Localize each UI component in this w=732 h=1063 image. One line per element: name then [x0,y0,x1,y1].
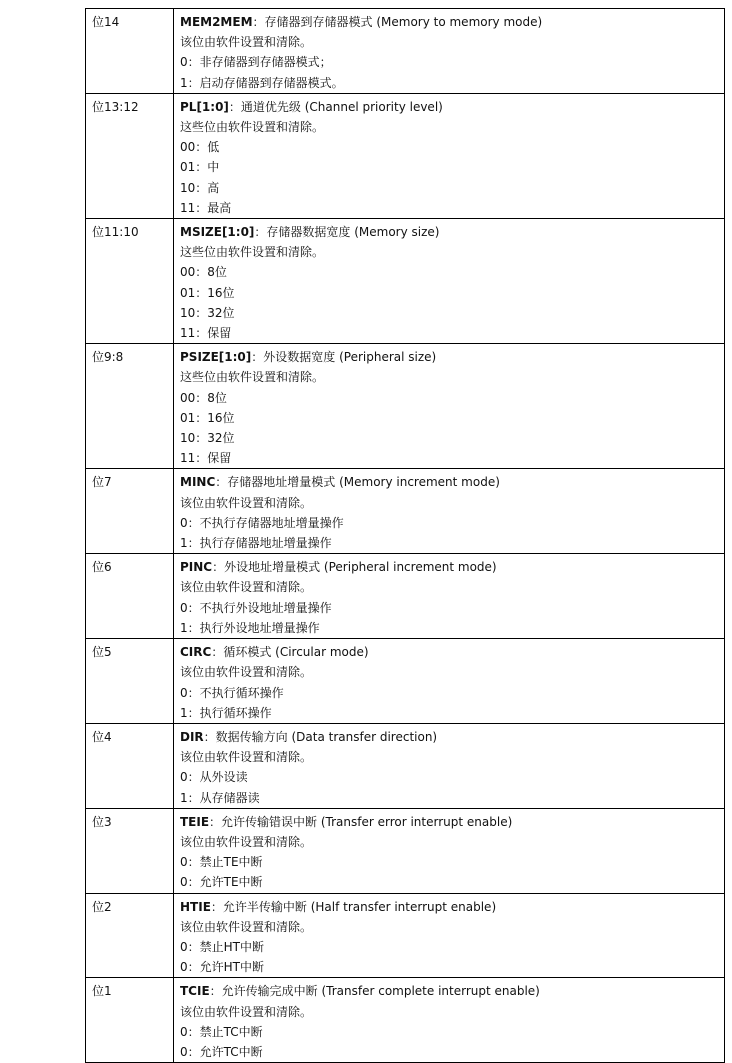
table-row [86,344,725,469]
description-line: 0：非存储器到存储器模式； [180,55,332,70]
description-line: 00：8位 [180,265,227,280]
description-line: 1：从存储器读 [180,790,260,805]
description-line: 该位由软件设置和清除。 [180,580,313,595]
field-heading [180,981,718,1001]
field-name: MEM2MEM [180,15,253,29]
description-line: 这些位由软件设置和清除。 [180,120,325,135]
field-title: ：通道优先级 (Channel priority level) [228,99,443,114]
bit-description [174,808,725,893]
field-title: ：允许传输完成中断 (Transfer complete interrupt enable) [209,984,540,999]
description-line: 0：从外设读 [180,770,248,785]
description-line: 00：8位 [180,390,227,405]
description-line: 11：保留 [180,326,232,341]
bit-description [174,554,725,639]
field-name: HTIE [180,899,211,914]
field-title: ：允许传输错误中断 (Transfer error interrupt enable) [209,814,513,829]
field-title: ：外设数据宽度 (Peripheral size) [251,350,437,365]
field-title: ：外设地址增量模式 (Peripheral increment mode) [212,560,497,575]
bit-description [174,978,725,1063]
description-line: 该位由软件设置和清除。 [180,35,313,50]
field-heading [180,347,718,367]
bit-position: 位13:12 [86,93,174,218]
description-line: 0：禁止TC中断 [180,1024,263,1039]
field-name: TEIE [180,814,210,829]
bit-description [174,344,725,469]
field-name: DIR [180,729,204,744]
description-line: 这些位由软件设置和清除。 [180,370,325,385]
description-line: 0：允许TC中断 [180,1044,263,1059]
bit-position: 位2 [86,893,174,978]
field-name: PINC [180,560,213,575]
bit-position: 位6 [86,554,174,639]
description-line: 1：执行外设地址增量操作 [180,620,320,635]
field-heading [180,727,718,747]
field-title: ：数据传输方向 (Data transfer direction) [203,729,438,744]
field-name: MINC [180,475,216,490]
description-line: 10：32位 [180,305,235,320]
description-line: 1：执行存储器地址增量操作 [180,536,332,551]
bit-position: 位3 [86,808,174,893]
bit-position: 位14 [86,9,174,94]
description-line: 该位由软件设置和清除。 [180,495,313,510]
field-heading [180,222,718,242]
bit-description [174,639,725,724]
field-title: ：存储器到存储器模式 (Memory to memory mode) [252,15,543,29]
table-row [86,554,725,639]
field-heading [180,97,718,117]
field-name: TCIE [180,984,210,999]
description-line: 11：保留 [180,451,232,466]
description-line: 这些位由软件设置和清除。 [180,245,325,260]
description-line: 01：中 [180,160,220,175]
bit-position: 位9:8 [86,344,174,469]
description-line: 0：禁止HT中断 [180,939,264,954]
description-line: 0：不执行循环操作 [180,685,284,700]
bit-description [174,893,725,978]
description-line: 01：16位 [180,410,235,425]
bit-description [174,723,725,808]
table-row [86,219,725,344]
field-title: ：存储器地址增量模式 (Memory increment mode) [215,475,500,490]
bit-position: 位7 [86,469,174,554]
bit-position: 位5 [86,639,174,724]
register-bit-table [85,8,725,1063]
field-title: ：允许半传输中断 (Half transfer interrupt enable) [210,899,497,914]
field-name: MSIZE[1:0] [180,225,255,240]
bit-position: 位11:10 [86,219,174,344]
field-heading [180,557,718,577]
table-row [86,893,725,978]
description-line: 01：16位 [180,285,235,300]
description-line: 0：禁止TE中断 [180,855,263,870]
bit-description [174,219,725,344]
table-row [86,978,725,1063]
table-row [86,9,725,94]
table-row [86,469,725,554]
description-line: 该位由软件设置和清除。 [180,919,313,934]
description-line: 1：执行循环操作 [180,705,272,720]
field-name: PSIZE[1:0] [180,350,252,365]
description-line: 0：不执行存储器地址增量操作 [180,515,344,530]
table-row [86,639,725,724]
description-line: 该位由软件设置和清除。 [180,750,313,765]
field-heading [180,642,718,662]
description-line: 11：最高 [180,200,232,215]
bit-description [174,9,725,94]
field-heading [180,472,718,492]
bit-position: 位1 [86,978,174,1063]
field-title: ：循环模式 (Circular mode) [211,645,369,660]
field-heading [180,812,718,832]
table-row [86,93,725,218]
field-heading [180,897,718,917]
table-row [86,808,725,893]
description-line: 10：32位 [180,431,235,446]
description-line: 该位由软件设置和清除。 [180,1004,313,1019]
description-line: 0：不执行外设地址增量操作 [180,600,332,615]
description-line: 该位由软件设置和清除。 [180,665,313,680]
field-title: ：存储器数据宽度 (Memory size) [254,225,440,240]
description-line: 该位由软件设置和清除。 [180,834,313,849]
bit-description [174,93,725,218]
field-name: CIRC [180,645,212,660]
field-heading [180,12,718,32]
table-row [86,723,725,808]
description-line: 1：启动存储器到存储器模式。 [180,75,344,90]
field-name: PL[1:0] [180,99,229,114]
bit-description [174,469,725,554]
description-line: 0：允许HT中断 [180,960,264,975]
description-line: 0：允许TE中断 [180,875,263,890]
description-line: 10：高 [180,180,220,195]
description-line: 00：低 [180,140,220,155]
bit-position: 位4 [86,723,174,808]
